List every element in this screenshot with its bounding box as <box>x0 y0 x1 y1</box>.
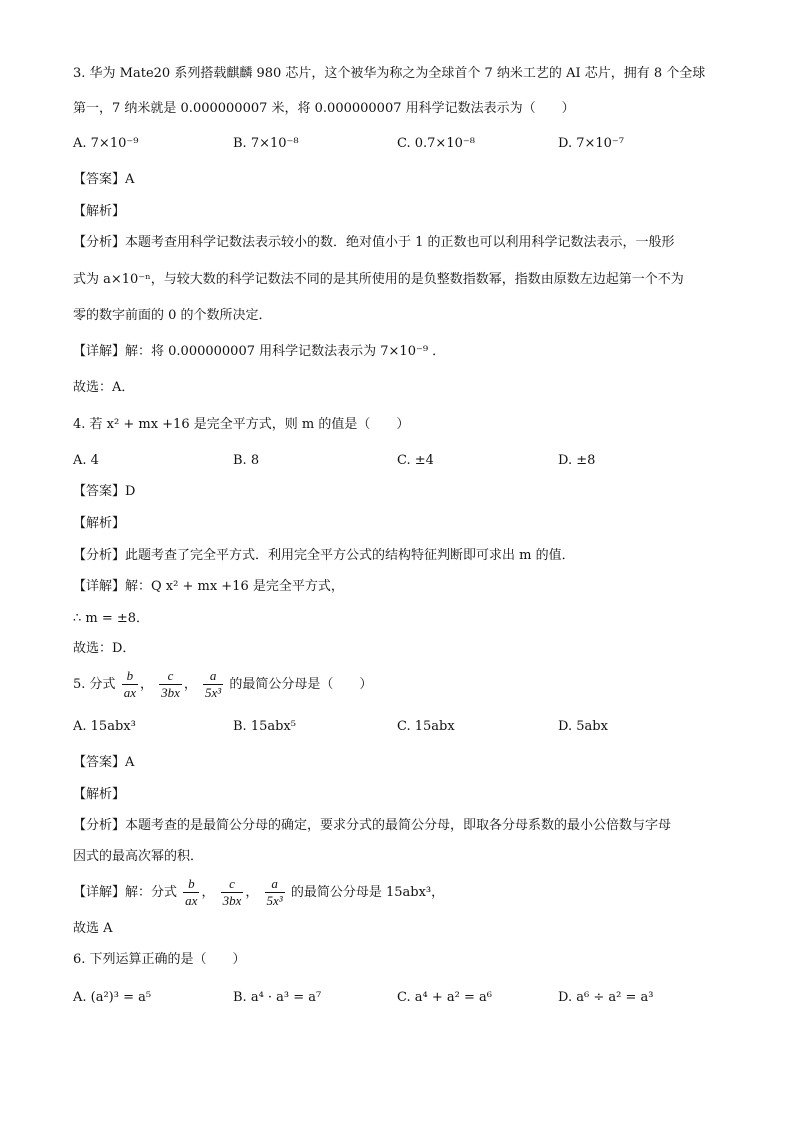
q5-stem-prefix: 5. 分式 <box>73 677 116 692</box>
q3-fenxi-line3: 零的数字前面的 0 的个数所决定． <box>73 308 272 323</box>
detail-tag: 【详解】 <box>73 885 126 900</box>
detail-tag: 【详解】 <box>73 344 126 359</box>
q5-detail-fraction-2 <box>221 876 244 909</box>
q4-fenxi-text: 此题考查了完全平方式．利用完全平方公式的结构特征判断即可求出 m 的值． <box>125 548 575 563</box>
q3-option-d: D. 7×10⁻⁷ <box>558 136 625 151</box>
q6-stem: 6. 下列运算正确的是（ ） <box>73 952 246 967</box>
q3-fenxi-line2: 式为 a×10⁻ⁿ，与较大数的科学记数法不同的是其所使用的是负整数指数幂，指数由原数左边起第一个不为 <box>73 272 684 287</box>
q5-frac2-numerator: c <box>167 668 174 683</box>
answer-tag: 【答案】 <box>73 484 126 499</box>
q6-option-d: D. a⁶ ÷ a² = a³ <box>558 990 654 1005</box>
q5-stem: 5. 分式 $\frac{b}{ax}$ ， $\frac{c}{3bx}$ ， $\frac{a}{\text{5x³}}$ 的最简公分母是（ ） <box>73 668 373 700</box>
q3-stem-line1: 3. 华为 Mate20 系列搭载麒麟 980 芯片，这个被华为称之为全球首个 7 纳米工艺的 AI 芯片，拥有 8 个全球 <box>73 66 706 81</box>
q5-option-c: C. 15abx <box>397 719 455 734</box>
q6-option-a: A. (a²)³ = a⁵ <box>73 990 152 1005</box>
q5-detail-fraction-3 <box>265 876 285 909</box>
q5-answer-line <box>73 753 134 773</box>
q4-detail-line <box>73 577 344 597</box>
q5-detail-line: 【详解】解：分式 $\frac{b}{ax}$ ， $\frac{c}{3bx}$ ， $\frac{a}{\text{5x³}}$ 的最简公分母是 15abx³， <box>73 876 445 908</box>
fenxi-tag: 【分析】 <box>73 818 126 833</box>
q5-fenxi-line2: 因式的最高次幂的积． <box>73 849 204 864</box>
q5-frac3-denominator: 5x³ <box>205 685 222 700</box>
q4-option-c: C. ±4 <box>397 453 434 468</box>
answer-tag: 【答案】 <box>73 172 126 187</box>
fenxi-tag: 【分析】 <box>73 548 126 563</box>
q6-option-b: B. a⁴ · a³ = a⁷ <box>233 990 322 1005</box>
q5-fenxi-text1: 本题考查的是最简公分母的确定，要求分式的最简公分母，即取各分母系数的最小公倍数与字母 <box>125 818 672 833</box>
fenxi-tag: 【分析】 <box>73 235 126 250</box>
q3-detail-text: 解：将 0.000000007 用科学记数法表示为 7×10⁻⁹ ． <box>125 344 446 359</box>
q5-answer: A <box>125 755 135 770</box>
q5-fraction-2 <box>159 668 182 701</box>
q3-fenxi-line1 <box>73 233 675 253</box>
q4-analysis-tag: 【解析】 <box>73 516 126 531</box>
q5-dfrac2-numerator: c <box>229 876 235 891</box>
q4-answer-line <box>73 482 135 502</box>
q4-option-a: A. 4 <box>73 453 99 468</box>
q3-answer-line <box>73 170 134 190</box>
q5-frac1-numerator: b <box>126 668 134 683</box>
q5-dfrac2-denominator: 3bx <box>222 893 242 908</box>
q4-stem: 4. 若 x² + mx +16 是完全平方式，则 m 的值是（ ） <box>73 417 410 432</box>
q5-detail-fraction-1 <box>183 876 199 909</box>
q5-option-d: D. 5abx <box>558 719 608 734</box>
q5-frac2-denominator: 3bx <box>161 685 180 700</box>
answer-tag: 【答案】 <box>73 755 126 770</box>
q6-option-c: C. a⁴ + a² = a⁶ <box>397 990 492 1005</box>
q4-detail-text: 解：Q x² + mx +16 是完全平方式， <box>125 579 344 594</box>
q4-option-b: B. 8 <box>233 453 260 468</box>
q5-fraction-3 <box>203 668 223 701</box>
q5-dfrac3-denominator: 5x³ <box>266 893 283 908</box>
q5-analysis-tag: 【解析】 <box>73 787 126 802</box>
q3-option-c: C. 0.7×10⁻⁸ <box>397 136 475 151</box>
q5-fraction-1 <box>122 668 138 701</box>
q5-detail-prefix: 解：分式 <box>125 885 178 900</box>
q3-stem-line2: 第一，7 纳米就是 0.000000007 米，将 0.000000007 用科学记数法表示为（ ） <box>73 101 575 116</box>
q5-frac1-denominator: ax <box>123 685 136 700</box>
q3-fenxi-text1: 本题考查用科学记数法表示较小的数．绝对值小于 1 的正数也可以利用科学记数法表示，一般形 <box>125 235 675 250</box>
q5-fenxi-line1 <box>73 816 671 836</box>
q5-choose: 故选 A <box>73 921 113 936</box>
q5-dfrac3-numerator: a <box>271 876 278 891</box>
q4-fenxi-line <box>73 546 575 566</box>
detail-tag: 【详解】 <box>73 579 126 594</box>
q3-detail-line <box>73 342 445 362</box>
q4-option-d: D. ±8 <box>558 453 596 468</box>
q5-option-a: A. 15abx³ <box>73 719 136 734</box>
q5-stem-suffix: 的最简公分母是（ ） <box>229 677 373 692</box>
q5-frac3-numerator: a <box>209 668 217 683</box>
q3-option-a: A. 7×10⁻⁹ <box>73 136 139 151</box>
q3-choose: 故选：A． <box>73 380 135 395</box>
q3-answer: A <box>125 172 135 187</box>
q4-therefore: ∴ m = ±8． <box>73 611 150 626</box>
q5-detail-suffix: 的最简公分母是 15abx³， <box>290 885 445 900</box>
q4-choose: 故选：D． <box>73 641 136 656</box>
q5-dfrac1-denominator: ax <box>185 893 198 908</box>
q4-answer: D <box>125 484 136 499</box>
q3-analysis-tag: 【解析】 <box>73 204 126 219</box>
q5-dfrac1-numerator: b <box>188 876 195 891</box>
q3-option-b: B. 7×10⁻⁸ <box>233 136 299 151</box>
q5-option-b: B. 15abx⁵ <box>233 719 296 734</box>
